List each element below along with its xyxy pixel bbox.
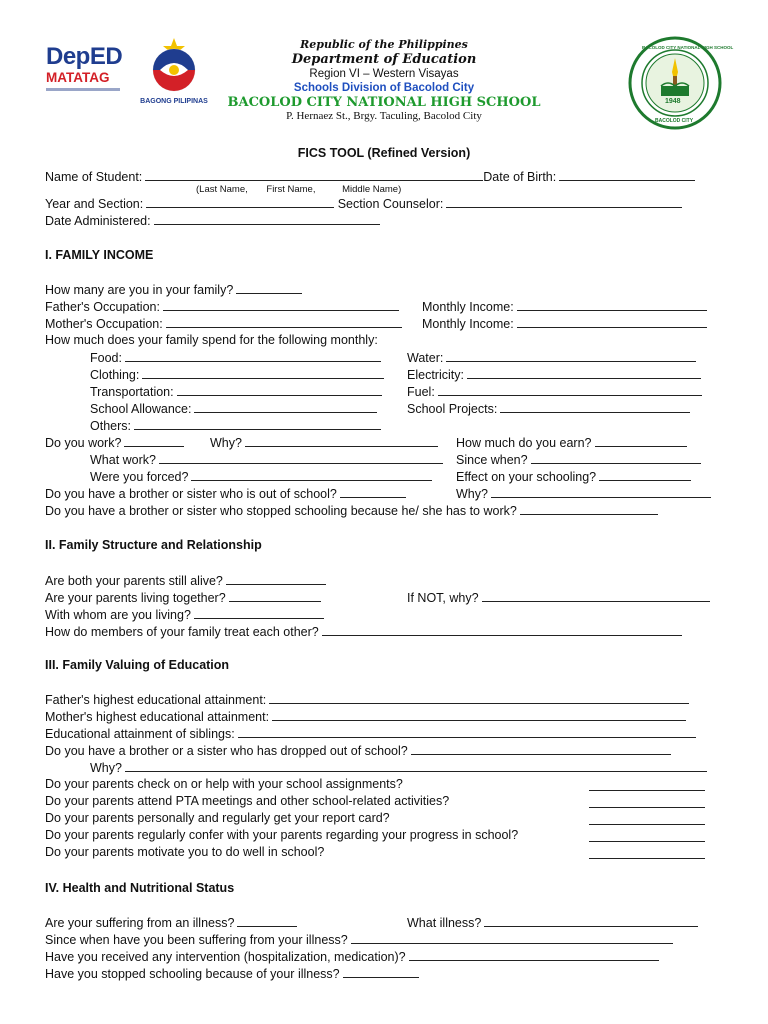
section3-title: III. Family Valuing of Education bbox=[45, 658, 230, 672]
s3-mother-edu: Mother's highest educational attainment: bbox=[45, 709, 686, 725]
dob-label: Date of Birth: bbox=[483, 170, 557, 184]
s1-mother-income: Monthly Income: bbox=[422, 316, 707, 332]
counselor-label: Section Counselor: bbox=[337, 197, 444, 211]
s3-motivate: Do your parents motivate you to do well in school? bbox=[45, 845, 325, 859]
seal-year: 1948 bbox=[665, 98, 681, 105]
hint-first: First Name, bbox=[266, 184, 316, 195]
intervention-field[interactable] bbox=[409, 949, 659, 961]
s1-effect: Effect on your schooling? bbox=[456, 469, 691, 485]
s3-check-help: Do your parents check on or help with your school assignments? bbox=[45, 777, 403, 791]
s1-how-much-earn: How much do you earn? bbox=[456, 435, 687, 451]
s2-living-with: With whom are you living? bbox=[45, 607, 324, 623]
water-field[interactable] bbox=[446, 350, 696, 362]
deped-wordmark: DepED bbox=[46, 43, 123, 70]
parents-together-field[interactable] bbox=[229, 590, 321, 602]
motivate-field[interactable] bbox=[589, 847, 705, 859]
name-label: Name of Student: bbox=[45, 170, 143, 184]
department-line: Department of Education bbox=[291, 52, 477, 67]
s2-parents-together: Are your parents living together? bbox=[45, 590, 321, 606]
s1-do-you-work: Do you work? bbox=[45, 435, 184, 451]
year-section-field[interactable] bbox=[146, 196, 334, 208]
s3-report-card: Do your parents personally and regularly get your report card? bbox=[45, 811, 390, 825]
s1-allowance: School Allowance: bbox=[90, 401, 377, 417]
mother-edu-field[interactable] bbox=[272, 709, 686, 721]
name-hints bbox=[196, 184, 401, 195]
what-illness-field[interactable] bbox=[484, 915, 698, 927]
food-field[interactable] bbox=[125, 350, 381, 362]
illness-field[interactable] bbox=[237, 915, 297, 927]
dob-field[interactable] bbox=[559, 169, 695, 181]
s3-confer: Do your parents regularly confer with your parents regarding your progress in school? bbox=[45, 828, 519, 842]
date-admin-field[interactable] bbox=[154, 213, 380, 225]
s1-transportation: Transportation: bbox=[90, 384, 382, 400]
date-admin-label: Date Administered: bbox=[45, 214, 151, 228]
confer-field[interactable] bbox=[589, 830, 705, 842]
s3-sibling-dropped: Do you have a brother or a sister who has dropped out of school? bbox=[45, 743, 671, 759]
allowance-field[interactable] bbox=[194, 401, 377, 413]
earn-field[interactable] bbox=[595, 435, 687, 447]
check-help-field[interactable] bbox=[589, 779, 705, 791]
seal-ring-text: BACOLOD CITY NATIONAL HIGH SCHOOL bbox=[642, 45, 734, 50]
clothing-field[interactable] bbox=[142, 367, 384, 379]
s1-others: Others: bbox=[90, 418, 381, 434]
s3-siblings-edu: Educational attainment of siblings: bbox=[45, 726, 696, 742]
treat-field[interactable] bbox=[322, 624, 682, 636]
siblings-edu-field[interactable] bbox=[238, 726, 696, 738]
if-not-field[interactable] bbox=[482, 590, 710, 602]
section4-title: IV. Health and Nutritional Status bbox=[45, 881, 235, 895]
s1-spend: How much does your family spend for the following monthly: bbox=[45, 333, 378, 347]
division-line: Schools Division of Bacolod City bbox=[293, 82, 475, 94]
s1-clothing: Clothing: bbox=[90, 367, 384, 383]
report-card-field[interactable] bbox=[589, 813, 705, 825]
sibling-out-why-field[interactable] bbox=[491, 486, 711, 498]
stopped-field[interactable] bbox=[343, 966, 419, 978]
s2-if-not: If NOT, why? bbox=[407, 590, 710, 606]
dropped-why-field[interactable] bbox=[125, 760, 707, 772]
how-many-field[interactable] bbox=[236, 282, 302, 294]
name-row bbox=[45, 169, 695, 185]
s1-sibling-stopped: Do you have a brother or sister who stopped schooling because he/ she has to work? bbox=[45, 503, 658, 519]
electricity-field[interactable] bbox=[467, 367, 701, 379]
illness-since-field[interactable] bbox=[351, 932, 673, 944]
s1-father-occ: Father's Occupation: bbox=[45, 299, 399, 315]
s1-how-many: How many are you in your family? bbox=[45, 282, 302, 298]
do-you-work-field[interactable] bbox=[124, 435, 184, 447]
s3-why: Why? bbox=[90, 760, 707, 776]
year-row bbox=[45, 196, 682, 212]
s3-pta: Do your parents attend PTA meetings and other school-related activities? bbox=[45, 794, 450, 808]
s1-sibling-out: Do you have a brother or sister who is out of school? bbox=[45, 486, 406, 502]
republic-line: Republic of the Philippines bbox=[300, 38, 468, 51]
matatag-wordmark: MATATAG bbox=[46, 70, 110, 85]
section1-title: I. FAMILY INCOME bbox=[45, 248, 154, 262]
school-line: BACOLOD CITY NATIONAL HIGH SCHOOL bbox=[227, 95, 541, 110]
projects-field[interactable] bbox=[500, 401, 690, 413]
s4-what-illness: What illness? bbox=[407, 915, 698, 931]
what-work-field[interactable] bbox=[159, 452, 443, 464]
s4-illness: Are your suffering from an illness? bbox=[45, 915, 297, 931]
father-income-field[interactable] bbox=[517, 299, 707, 311]
s1-water: Water: bbox=[407, 350, 696, 366]
date-admin-row bbox=[45, 213, 380, 229]
name-field[interactable] bbox=[145, 169, 483, 181]
seal-city: BACOLOD CITY bbox=[655, 118, 694, 124]
s1-why: Why? bbox=[210, 435, 438, 451]
sibling-stopped-field[interactable] bbox=[520, 503, 658, 515]
s4-since-when: Since when have you been suffering from your illness? bbox=[45, 932, 673, 948]
s1-sibling-out-why: Why? bbox=[456, 486, 711, 502]
counselor-field[interactable] bbox=[446, 196, 682, 208]
s2-treat: How do members of your family treat each other? bbox=[45, 624, 682, 640]
sibling-dropped-field[interactable] bbox=[411, 743, 671, 755]
s4-intervention: Have you received any intervention (hospitalization, medication)? bbox=[45, 949, 659, 965]
s1-father-income: Monthly Income: bbox=[422, 299, 707, 315]
form-title: FICS TOOL (Refined Version) bbox=[297, 146, 471, 160]
transportation-field[interactable] bbox=[177, 384, 382, 396]
s1-food: Food: bbox=[90, 350, 381, 366]
bagong-pilipinas-text: BAGONG PILIPINAS bbox=[140, 98, 208, 105]
section2-title: II. Family Structure and Relationship bbox=[45, 538, 262, 552]
s1-fuel: Fuel: bbox=[407, 384, 702, 400]
s4-stopped: Have you stopped schooling because of your illness? bbox=[45, 966, 419, 982]
s3-father-edu: Father's highest educational attainment: bbox=[45, 692, 689, 708]
region-line: Region VI – Western Visayas bbox=[309, 68, 459, 80]
s1-were-forced: Were you forced? bbox=[90, 469, 432, 485]
s1-electricity: Electricity: bbox=[407, 367, 701, 383]
father-edu-field[interactable] bbox=[269, 692, 689, 704]
address-line: P. Hernaez St., Brgy. Taculing, Bacolod City bbox=[286, 110, 482, 122]
living-with-field[interactable] bbox=[194, 607, 324, 619]
parents-alive-field[interactable] bbox=[226, 573, 326, 585]
pta-field[interactable] bbox=[589, 796, 705, 808]
s2-parents-alive: Are both your parents still alive? bbox=[45, 573, 326, 589]
year-section-label: Year and Section: bbox=[45, 197, 144, 211]
father-occ-field[interactable] bbox=[163, 299, 399, 311]
hint-middle: Middle Name) bbox=[342, 184, 402, 195]
fuel-field[interactable] bbox=[438, 384, 702, 396]
sibling-out-field[interactable] bbox=[340, 486, 406, 498]
mother-income-field[interactable] bbox=[517, 316, 707, 328]
were-forced-field[interactable] bbox=[191, 469, 432, 481]
work-why-field[interactable] bbox=[245, 435, 438, 447]
s1-what-work: What work? bbox=[90, 452, 443, 468]
others-field[interactable] bbox=[134, 418, 381, 430]
hint-last: (Last Name, bbox=[196, 184, 248, 195]
mother-occ-field[interactable] bbox=[166, 316, 402, 328]
s1-projects: School Projects: bbox=[407, 401, 690, 417]
s1-mother-occ: Mother's Occupation: bbox=[45, 316, 402, 332]
effect-field[interactable] bbox=[599, 469, 691, 481]
since-when-field[interactable] bbox=[531, 452, 701, 464]
s1-since-when: Since when? bbox=[456, 452, 701, 468]
